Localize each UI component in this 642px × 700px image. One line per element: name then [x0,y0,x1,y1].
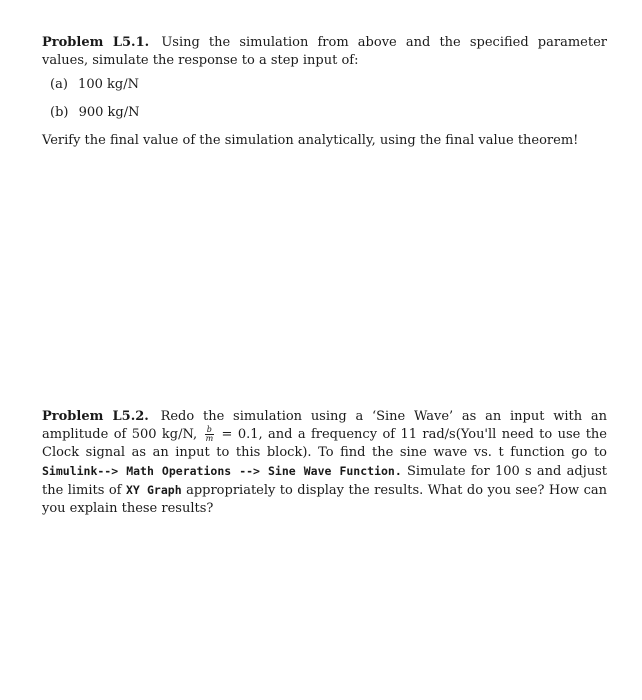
list-item [50,104,607,122]
fraction-numerator: b [205,426,215,435]
problem-l5-2-text-b: = 0.1, and a frequency of 11 rad/s(You'll need to use the Clock signal as an input to this block). To find the sine wave vs. t function go to [42,427,607,460]
problem-l5-1-title: Problem L5.1. [42,35,150,50]
b-over-m-fraction [205,426,215,443]
list-item [50,76,607,94]
problem-l5-1-statement [42,34,607,70]
problem-l5-2 [42,408,607,518]
list-item-marker: (b) [50,105,69,120]
problem-l5-2-text-a: Redo the simulation using a ‘Sine Wave’ as an input with an amplitude of 500 kg/N, [42,409,607,442]
list-item-marker: (a) [50,77,68,92]
fraction-denominator: m [205,434,214,443]
simulink-path-code: Simulink--> Math Operations --> Sine Wave Function. [42,464,402,478]
step-input-list [42,76,607,122]
problem-l5-2-text-c: Simulate for 100 s and adjust the limits of [42,464,607,498]
verify-instruction: Verify the final value of the simulation analytically, using the final value theorem! [42,133,579,148]
problem-l5-2-text-d: appropriately to display the results. What do you see? How can you explain these results? [42,483,608,516]
xy-graph-code: XY Graph [125,483,182,497]
problem-l5-2-title: Problem L5.2. [42,409,149,424]
list-item-text: 100 kg/N [78,77,139,92]
problem-l5-1-intro: Using the simulation from above and the specified parameter values, simulate the response to a step input of: [42,35,607,68]
problem-l5-1 [42,34,607,150]
list-item-text: 900 kg/N [78,105,140,120]
